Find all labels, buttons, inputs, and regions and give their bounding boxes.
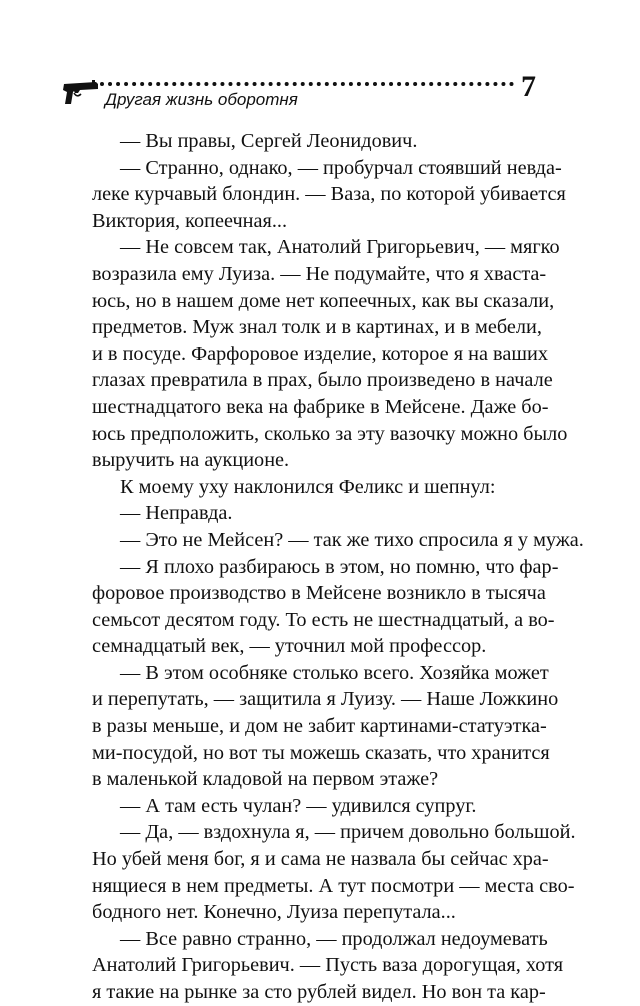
text-line: ми-посудой, но вот ты можешь сказать, что хранится — [92, 741, 550, 764]
text-line: шестнадцатого века на фабрике в Мейсене. Даже бо- — [92, 395, 549, 418]
text-line: — Я плохо разбираюсь в этом, но помню, что фар- — [120, 555, 559, 578]
text-line: в разы меньше, и дом не забит картинами-статуэтка- — [92, 715, 547, 738]
text-line: — А там есть чулан? — удивился супруг. — [120, 794, 477, 817]
text-line: глазах превратила в прах, было произведено в начале — [92, 369, 553, 392]
text-line: семнадцатый век, — уточнил мой профессор. — [92, 635, 487, 658]
text-line: бодного нет. Конечно, Луиза перепутала... — [92, 901, 456, 924]
dotted-rule — [100, 82, 514, 86]
text-line: в маленькой кладовой на первом этаже? — [92, 768, 439, 791]
running-title: Другая жизнь оборотня — [105, 90, 298, 109]
text-line: юсь, но в нашем доме нет копеечных, как вы сказали, — [92, 289, 555, 312]
text-line: леке курчавый блондин. — Ваза, по которой убивается — [92, 183, 566, 206]
text-line: — Не совсем так, Анатолий Григорьевич, — мягко — [120, 236, 560, 259]
text-line: юсь предположить, сколько за эту вазочку можно было — [92, 422, 568, 445]
text-line: Анатолий Григорьевич. — Пусть ваза дорогущая, хотя — [92, 954, 564, 977]
running-header — [62, 70, 540, 114]
revolver-icon — [62, 80, 100, 106]
text-line: — Вы правы, Сергей Леонидович. — [120, 130, 418, 152]
text-line: возразила ему Луиза. — Не подумайте, что я хваста- — [92, 262, 547, 285]
text-line: семьсот десятом году. То есть не шестнадцатый, а во- — [92, 608, 555, 631]
text-line: и перепутать, — защитила я Луизу. — Наше Ложкино — [92, 688, 559, 711]
text-line: К моему уху наклонился Феликс и шепнул: — [120, 475, 496, 498]
text-line: Виктория, копеечная... — [92, 209, 288, 232]
text-line: я такие на рынке за сто рублей видел. Но вон та кар- — [92, 981, 546, 1003]
text-line: и в посуде. Фарфоровое изделие, которое я на ваших — [92, 342, 548, 365]
text-line: выручить на аукционе. — [92, 449, 290, 472]
text-line: предметов. Муж знал толк и в картинах, и в мебели, — [92, 316, 542, 339]
text-line: — Да, — вздохнула я, — причем довольно большой. — [120, 821, 576, 844]
text-line: — Это не Мейсен? — так же тихо спросила я у мужа. — [120, 528, 584, 551]
text-line: форовое производство в Мейсене возникло в тысяча — [92, 582, 546, 605]
text-line: нящиеся в нем предметы. А тут посмотри — места сво- — [92, 874, 575, 897]
text-line: — В этом особняке столько всего. Хозяйка может — [120, 661, 549, 684]
text-line: — Неправда. — [120, 502, 233, 525]
text-line: — Все равно странно, — продолжал недоумевать — [120, 927, 548, 950]
page-number: 7 — [521, 70, 536, 103]
body-text — [92, 128, 584, 1006]
text-line: — Странно, однако, — пробурчал стоявший невда- — [120, 156, 562, 179]
text-line: Но убей меня бог, я и сама не назвала бы сейчас хра- — [92, 848, 549, 871]
